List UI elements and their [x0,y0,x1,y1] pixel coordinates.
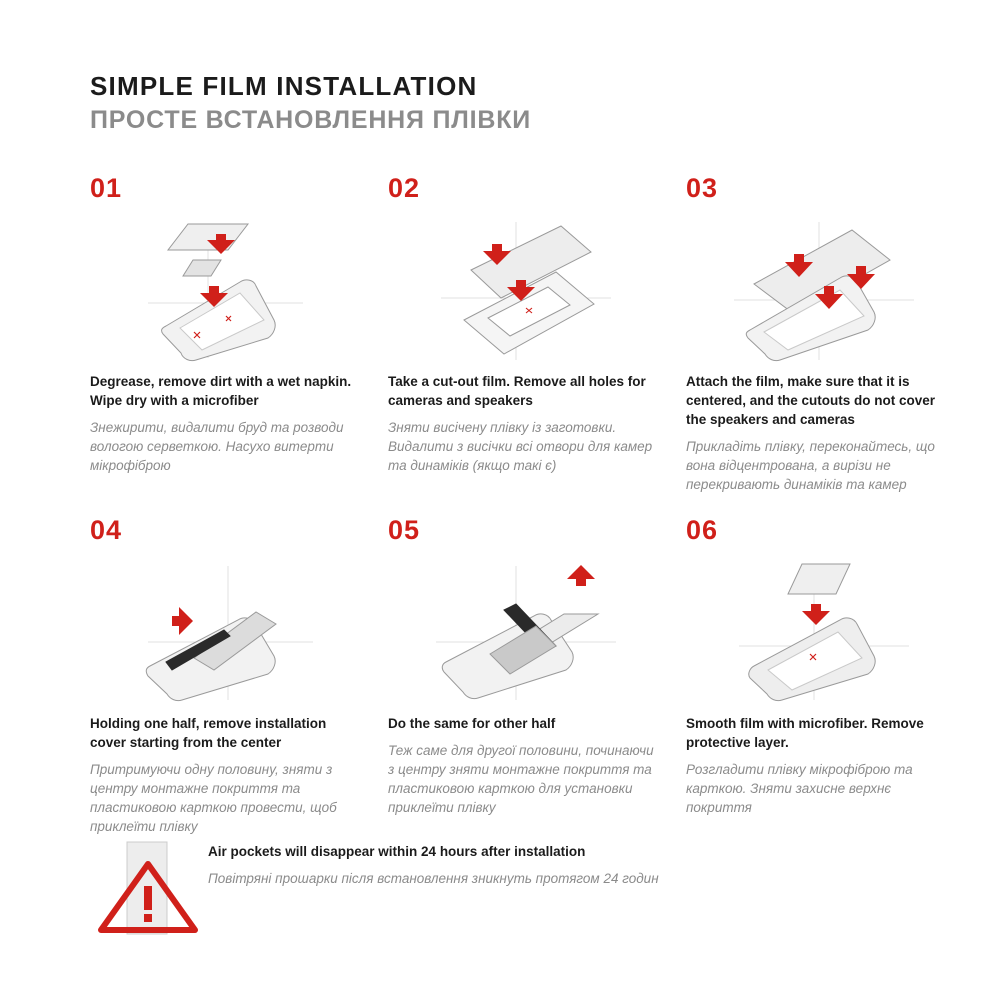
step-number: 05 [388,514,421,545]
step-02 [386,172,656,495]
step-text-en: Attach the film, make sure that it is centered, and the cutouts do not cover the speakers and cameras [686,373,936,427]
step-number: 03 [686,172,719,203]
step-text-uk: Притримуючи одну половину, зняти з центру монтажне покриття та пластиковою карткою провести, щоб приклеїти плівку [90,761,337,835]
header [90,72,912,135]
napkin-over-phone-illustration [88,208,358,368]
page-title-uk: ПРОСТЕ ВСТАНОВЛЕННЯ ПЛІВКИ [90,105,532,134]
step-03 [684,172,954,495]
footer-text [208,838,659,888]
step-text-en: Take a cut-out film. Remove all holes for cameras and speakers [388,373,646,408]
footer-text-uk: Повітряні прошарки після встановлення зникнуть протягом 24 годин [208,871,659,887]
footer-note [88,838,912,938]
attach-film-to-phone-illustration [684,208,954,368]
remove-cover-other-half-illustration [386,550,656,710]
step-text-uk: Зняти висічену плівку із заготовки. Видалити з висічки всі отвори для камер та динаміків (якщо такі є) [388,419,653,474]
step-number: 02 [388,172,421,203]
step-text-uk: Прикладіть плівку, переконайтесь, що вона відцентрована, а вирізи не перекривають динаміків та камер [686,439,935,493]
step-text-uk: Теж саме для другої половини, починаючи з центру зняти монтажне покриття та пластиковою карткою для установки приклеїти плівку [388,742,654,816]
step-05 [386,514,656,837]
step-number: 04 [90,514,123,545]
steps-row-2 [88,514,924,837]
step-text-uk: Розгладити плівку мікрофіброю та карткою. Зняти захисне верхнє покриття [686,761,913,816]
step-number: 01 [90,172,123,203]
footer-text-en: Air pockets will disappear within 24 hours after installation [208,844,586,859]
cut-out-film-illustration [386,208,656,368]
step-text-en: Holding one half, remove installation cover starting from the center [90,715,327,750]
smooth-film-microfiber-illustration [684,550,954,710]
step-text-en: Smooth film with microfiber. Remove protective layer. [686,715,924,750]
page-title-en: SIMPLE FILM INSTALLATION [90,71,478,101]
step-text-en: Degrease, remove dirt with a wet napkin. Wipe dry with a microfiber [90,373,352,408]
step-01 [88,172,358,495]
step-number: 06 [686,514,719,545]
warning-triangle-icon [88,838,208,938]
step-06 [684,514,954,837]
steps-row-1 [88,172,936,495]
step-text-en: Do the same for other half [388,715,556,731]
step-text-uk: Знежирити, видалити бруд та розводи вологою серветкою. Насухо витерти мікрофіброю [90,419,344,474]
remove-cover-half-illustration [88,550,358,710]
step-04 [88,514,358,837]
